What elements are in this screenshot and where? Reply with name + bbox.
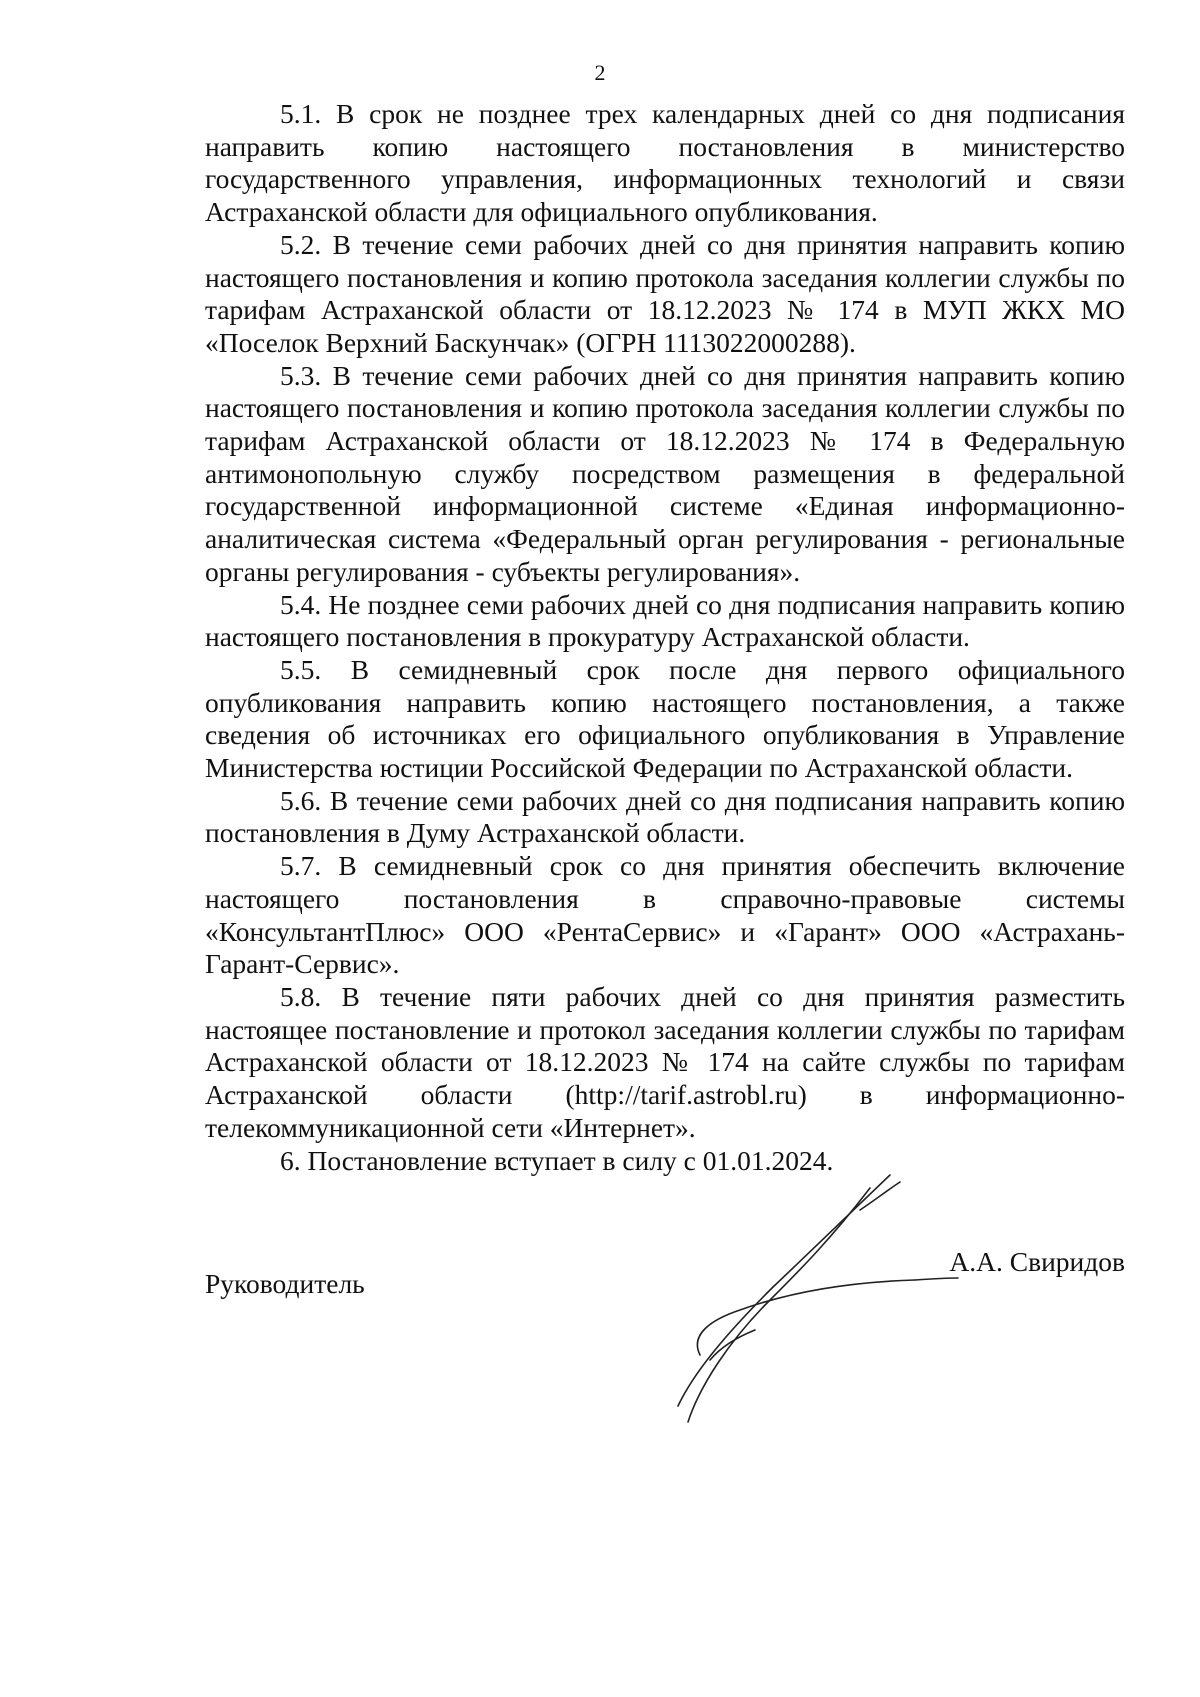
- paragraph-6: 6. Постановление вступает в силу с 01.01.2024.: [280, 1144, 834, 1176]
- paragraph-5-2: 5.2. В течение семи рабочих дней со дня принятия направить копию настоящего постановления и копию протокола заседания коллегии службы по тарифам Астраханской области от 18.12.2023 № 174 в МУП ЖКХ МО «Поселок Верхний Баскунчак» (ОГРН 1113022000288).: [205, 228, 1125, 358]
- paragraph-5-5: 5.5. В семидневный срок после дня первого официального опубликования направить копию настоящего постановления, а также сведения об источниках его официального опубликования в Управление Министерства юстиции Российской Федерации по Астраханской области.: [205, 653, 1125, 784]
- handwritten-signature: [660, 1170, 960, 1430]
- signer-position: Руководитель: [205, 1268, 365, 1299]
- paragraph-5-4: 5.4. Не позднее семи рабочих дней со дня подписания направить копию настоящего постановления в прокуратуру Астраханской области.: [205, 588, 1125, 653]
- paragraph-5-3: 5.3. В течение семи рабочих дней со дня принятия направить копию настоящего постановления и копию протокола заседания коллегии службы по тарифам Астраханской области от 18.12.2023 № 174 в Федеральную антимонопольную службу посредством размещения в федеральной государственной информационной системе «Единая информационно-аналитическая система «Федеральный орган регулирования - региональные органы регулирования - субъекты регулирования».: [205, 359, 1125, 587]
- paragraph-5-7: 5.7. В семидневный срок со дня принятия обеспечить включение настоящего постановления в справочно-правовые системы «КонсультантПлюс» ООО «РентаСервис» и «Гарант» ООО «Астрахань-Гарант-Сервис».: [205, 850, 1125, 980]
- page-number: 2: [594, 60, 606, 85]
- document-body: [205, 98, 1125, 1177]
- paragraph-5-8: 5.8. В течение пяти рабочих дней со дня принятия разместить настоящее постановление и протокол заседания коллегии службы по тарифам Астраханской области от 18.12.2023 № 174 на сайте службы по тарифам Астраханской области (http://tarif.astrobl.ru) в информационно-телекоммуникационной сети «Интернет».: [205, 980, 1125, 1143]
- paragraph-5-6: 5.6. В течение семи рабочих дней со дня подписания направить копию постановления в Думу Астраханской области.: [205, 784, 1125, 849]
- signer-name: А.А. Свиридов: [949, 1246, 1125, 1277]
- paragraph-5-1: 5.1. В срок не позднее трех календарных дней со дня подписания направить копию настоящего постановления в министерство государственного управления, информационных технологий и связи Астраханской области для официального опубликования.: [205, 98, 1125, 228]
